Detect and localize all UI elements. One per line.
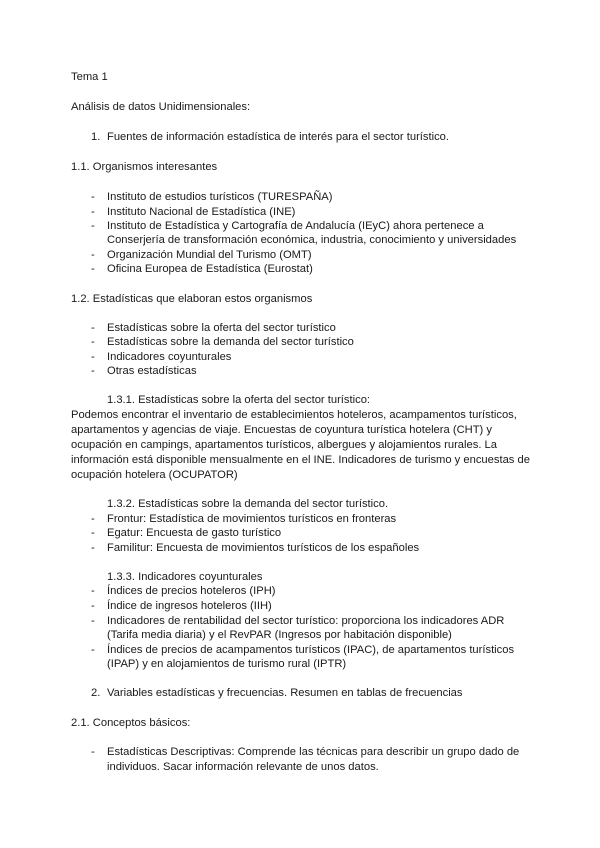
list-bullet: - xyxy=(91,365,95,377)
list-bullet: - xyxy=(91,249,95,261)
list-bullet: - xyxy=(91,644,95,656)
doc-subtitle: Análisis de datos Unidimensionales: xyxy=(71,101,251,113)
list-item-continuation: (Tarifa media diaria) y el RevPAR (Ingresos por habitación disponible) xyxy=(107,629,452,641)
section1-number: 1. xyxy=(91,131,101,143)
list-bullet: - xyxy=(91,206,95,218)
s12-heading: 1.2. Estadísticas que elaboran estos organismos xyxy=(71,293,313,305)
s131-paragraph-line: ocupación en campings, apartamentos turísticos, albergues y alojamientos rurales. La xyxy=(71,439,497,451)
list-bullet: - xyxy=(91,513,95,525)
section2-number: 2. xyxy=(91,687,101,699)
list-item: Instituto de estudios turísticos (TURESPAÑA) xyxy=(107,191,333,203)
list-bullet: - xyxy=(91,585,95,597)
list-bullet: - xyxy=(91,527,95,539)
doc-title: Tema 1 xyxy=(71,71,108,83)
list-bullet: - xyxy=(91,322,95,334)
s131-paragraph-line: apartamentos y agencias de viaje. Encuestas de coyuntura turística hotelera (CHT) y xyxy=(71,424,492,436)
list-item: Índice de ingresos hoteleros (IIH) xyxy=(107,600,272,612)
list-item: Índices de precios de acampamentos turísticos (IPAC), de apartamentos turísticos xyxy=(107,644,515,656)
list-item: Frontur: Estadística de movimientos turísticos en fronteras xyxy=(107,513,397,525)
list-bullet: - xyxy=(91,263,95,275)
list-item-continuation: Conserjería de transformación económica, industria, conocimiento y universidades xyxy=(107,234,517,246)
s21-heading: 2.1. Conceptos básicos: xyxy=(71,717,191,729)
s133-heading: 1.3.3. Indicadores coyunturales xyxy=(107,571,263,583)
s132-heading: 1.3.2. Estadísticas sobre la demanda del sector turístico. xyxy=(107,498,389,510)
list-item: Instituto Nacional de Estadística (INE) xyxy=(107,206,296,218)
list-bullet: - xyxy=(91,336,95,348)
s131-heading: 1.3.1. Estadísticas sobre la oferta del sector turístico: xyxy=(107,394,371,406)
s131-paragraph-line: Podemos encontrar el inventario de establecimientos hoteleros, acampamentos turísticos, xyxy=(71,409,517,421)
list-bullet: - xyxy=(91,191,95,203)
list-item: Familitur: Encuesta de movimientos turísticos de los españoles xyxy=(107,542,420,554)
list-item: Estadísticas sobre la demanda del sector turístico xyxy=(107,336,354,348)
list-item: Oficina Europea de Estadística (Eurostat) xyxy=(107,263,313,275)
s11-heading: 1.1. Organismos interesantes xyxy=(71,161,218,173)
list-bullet: - xyxy=(91,600,95,612)
list-bullet: - xyxy=(91,351,95,363)
s131-paragraph-line: información está disponible mensualmente en el INE. Indicadores de turismo y encuestas de xyxy=(71,454,530,466)
list-item-continuation: individuos. Sacar información relevante de unos datos. xyxy=(107,761,379,773)
list-item: Organización Mundial del Turismo (OMT) xyxy=(107,249,312,261)
list-item: Indicadores coyunturales xyxy=(107,351,232,363)
list-item: Egatur: Encuesta de gasto turístico xyxy=(107,527,282,539)
section2-text: Variables estadísticas y frecuencias. Resumen en tablas de frecuencias xyxy=(107,687,463,699)
list-item: Instituto de Estadística y Cartografía de Andalucía (IEyC) ahora pertenece a xyxy=(107,220,484,232)
list-bullet: - xyxy=(91,615,95,627)
list-item-continuation: (IPAP) y en alojamientos de turismo rural (IPTR) xyxy=(107,658,347,670)
list-bullet: - xyxy=(91,220,95,232)
list-bullet: - xyxy=(91,542,95,554)
list-item: Estadísticas Descriptivas: Comprende las técnicas para describir un grupo dado de xyxy=(107,746,520,758)
list-item: Índices de precios hoteleros (IPH) xyxy=(107,585,276,597)
list-bullet: - xyxy=(91,746,95,758)
list-item: Otras estadísticas xyxy=(107,365,197,377)
list-item: Estadísticas sobre la oferta del sector turístico xyxy=(107,322,336,334)
s131-paragraph-line: ocupación hotelera (OCUPATOR) xyxy=(71,469,238,481)
list-item: Indicadores de rentabilidad del sector turístico: proporciona los indicadores ADR xyxy=(107,615,505,627)
section1-text: Fuentes de información estadística de interés para el sector turístico. xyxy=(107,131,450,143)
